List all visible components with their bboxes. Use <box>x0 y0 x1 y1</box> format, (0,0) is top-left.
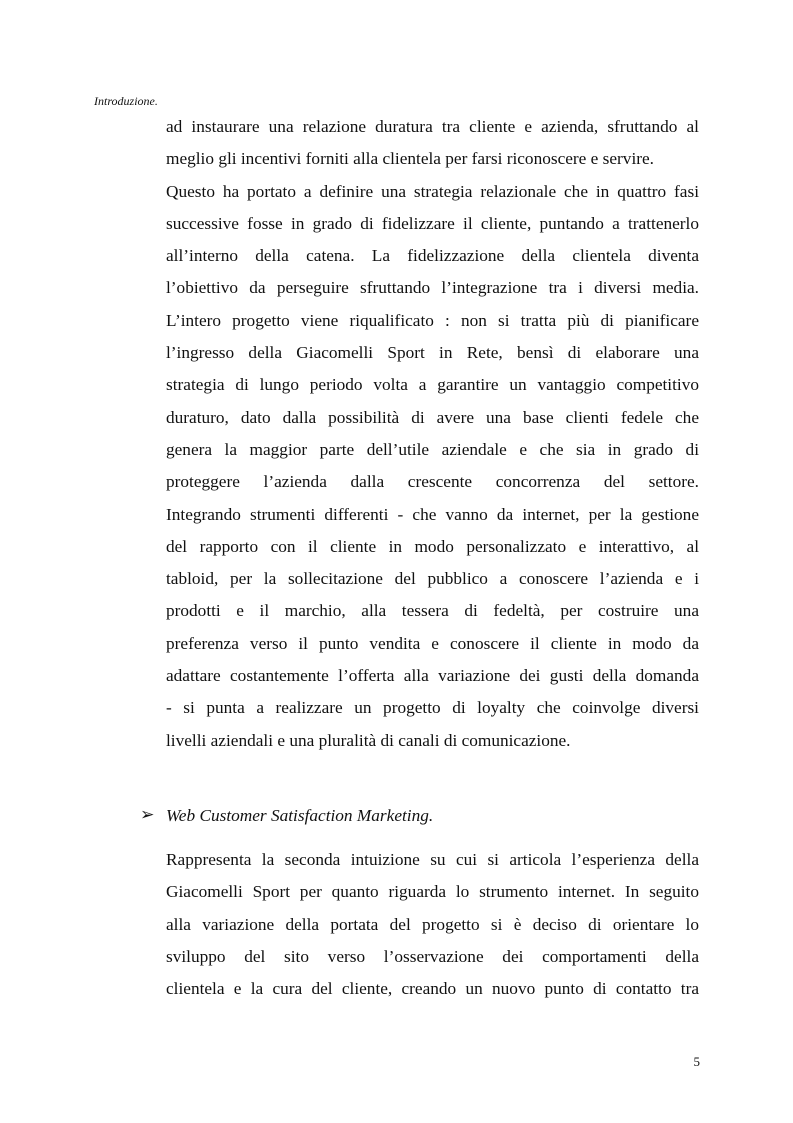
text-line: genera la maggior parte dell’utile aziendale e che sia in grado di <box>166 439 699 459</box>
running-header: Introduzione. <box>94 94 158 108</box>
text-line: ad instaurare una relazione duratura tra cliente e azienda, sfruttando al <box>166 117 699 136</box>
text-line: successive fosse in grado di fidelizzare il cliente, puntando a trattenerlo <box>166 213 699 233</box>
text-line: meglio gli incentivi forniti alla clientela per farsi riconoscere e servire. <box>166 149 654 169</box>
text-line: l’obiettivo da perseguire sfruttando l’integrazione tra i diversi media. <box>166 278 699 298</box>
text-line: l’ingresso della Giacomelli Sport in Rete, bensì di elaborare una <box>166 343 699 363</box>
text-line: sviluppo del sito verso l’osservazione dei comportamenti della <box>166 946 699 966</box>
page-number: 5 <box>693 1054 700 1069</box>
paragraph-2 <box>166 851 699 1012</box>
text-line: del rapporto con il cliente in modo personalizzato e interattivo, al <box>166 536 699 556</box>
text-line: tabloid, per la sollecitazione del pubblico a conoscere l’azienda e i <box>166 569 699 589</box>
text-line: clientela e la cura del cliente, creando un nuovo punto di contatto tra <box>166 979 699 999</box>
text-line: all’interno della catena. La fidelizzazione della clientela diventa <box>166 246 699 266</box>
text-line: strategia di lungo periodo volta a garantire un vantaggio competitivo <box>166 375 699 395</box>
text-line: alla variazione della portata del progetto si è deciso di orientare lo <box>166 914 699 934</box>
text-line: livelli aziendali e una pluralità di canali di comunicazione. <box>166 730 571 750</box>
text-line: adattare costantemente l’offerta alla variazione dei gusti della domanda <box>166 666 699 686</box>
text-line: Rappresenta la seconda intuizione su cui si articola l’esperienza della <box>166 850 699 869</box>
section-heading: Web Customer Satisfaction Marketing. <box>166 806 434 825</box>
text-line: prodotti e il marchio, alla tessera di fedeltà, per costruire una <box>166 601 699 621</box>
text-line: preferenza verso il punto vendita e conoscere il cliente in modo da <box>166 633 699 653</box>
paragraph-1 <box>166 118 699 764</box>
text-line: Questo ha portato a definire una strategia relazionale che in quattro fasi <box>166 181 699 201</box>
arrow-bullet-icon: ➢ <box>140 805 155 825</box>
text-line: proteggere l’azienda dalla crescente concorrenza del settore. <box>166 472 699 492</box>
text-line: - si punta a realizzare un progetto di loyalty che coinvolge diversi <box>166 698 699 718</box>
text-line: L’intero progetto viene riqualificato : non si tratta più di pianificare <box>166 310 699 330</box>
text-line: Giacomelli Sport per quanto riguarda lo strumento internet. In seguito <box>166 882 699 902</box>
text-line: Integrando strumenti differenti - che vanno da internet, per la gestione <box>166 504 699 524</box>
text-line: duraturo, dato dalla possibilità di avere una base clienti fedele che <box>166 407 699 427</box>
